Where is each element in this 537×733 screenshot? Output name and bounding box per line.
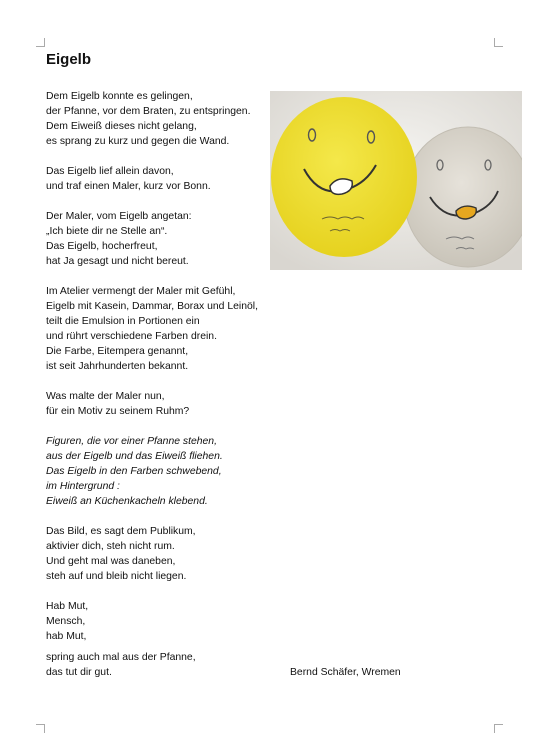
poem-line: aus der Eigelb und das Eiweiß fliehen. [46,451,223,462]
yellow-smiley [271,97,417,257]
poem-line: aktivier dich, steh nicht rum. [46,541,175,552]
poem-line: Im Atelier vermengt der Maler mit Gefühl, [46,286,236,297]
poem-line: Der Maler, vom Eigelb angetan: [46,211,192,222]
poem-stanza [46,284,276,374]
poem-stanza [46,524,276,584]
poem-line: Das Bild, es sagt dem Publikum, [46,526,196,537]
poem-line: Das Eigelb in den Farben schwebend, [46,466,222,477]
poem-stanza [46,389,276,419]
poem-line: Eiweiß an Küchenkacheln klebend. [46,496,208,507]
poem-line: und rührt verschiedene Farben drein. [46,331,217,342]
poem-line: und traf einen Maler, kurz vor Bonn. [46,181,211,192]
poem-stanza [46,89,276,149]
author-signature: Bernd Schäfer, Wremen [290,667,401,678]
poem-body [46,89,276,659]
poem-line: spring auch mal aus der Pfanne, [46,652,196,663]
poem-line: Dem Eigelb konnte es gelingen, [46,91,193,102]
poem-line: Hab Mut, [46,601,89,612]
page-corner-mark [36,38,45,47]
poem-stanza [46,599,276,644]
page-corner-mark [494,38,503,47]
poem-line: für ein Motiv zu seinem Ruhm? [46,406,190,417]
poem-line: Die Farbe, Eitempera genannt, [46,346,189,357]
smiley-faces-photo [270,91,522,270]
poem-line: Was malte der Maler nun, [46,391,165,402]
poem-line: es sprang zu kurz und gegen die Wand. [46,136,230,147]
poem-stanza [46,164,276,194]
poem-title: Eigelb [46,51,92,68]
poem-line: hat Ja gesagt und nicht bereut. [46,256,189,267]
poem-stanza [46,434,276,509]
poem-line: teilt die Emulsion in Portionen ein [46,316,200,327]
poem-line: Das Eigelb, hocherfreut, [46,241,158,252]
poem-line: Eigelb mit Kasein, Dammar, Borax und Leinöl, [46,301,258,312]
poem-line: Und geht mal was daneben, [46,556,176,567]
poem-line: im Hintergrund : [46,481,120,492]
poem-line: hab Mut, [46,631,87,642]
poem-line: der Pfanne, vor dem Braten, zu entspringen. [46,106,251,117]
poem-line: das tut dir gut. [46,667,112,678]
grey-smiley [404,127,522,267]
poem-line: steh auf und bleib nicht liegen. [46,571,187,582]
poem-stanza [46,209,276,269]
poem-line: „Ich biete dir ne Stelle an“. [46,226,168,237]
poem-line: Mensch, [46,616,86,627]
poem-line: Das Eigelb lief allein davon, [46,166,174,177]
poem-line: ist seit Jahrhunderten bekannt. [46,361,189,372]
poem-line: Figuren, die vor einer Pfanne stehen, [46,436,217,447]
poem-line: Dem Eiweiß dieses nicht gelang, [46,121,197,132]
